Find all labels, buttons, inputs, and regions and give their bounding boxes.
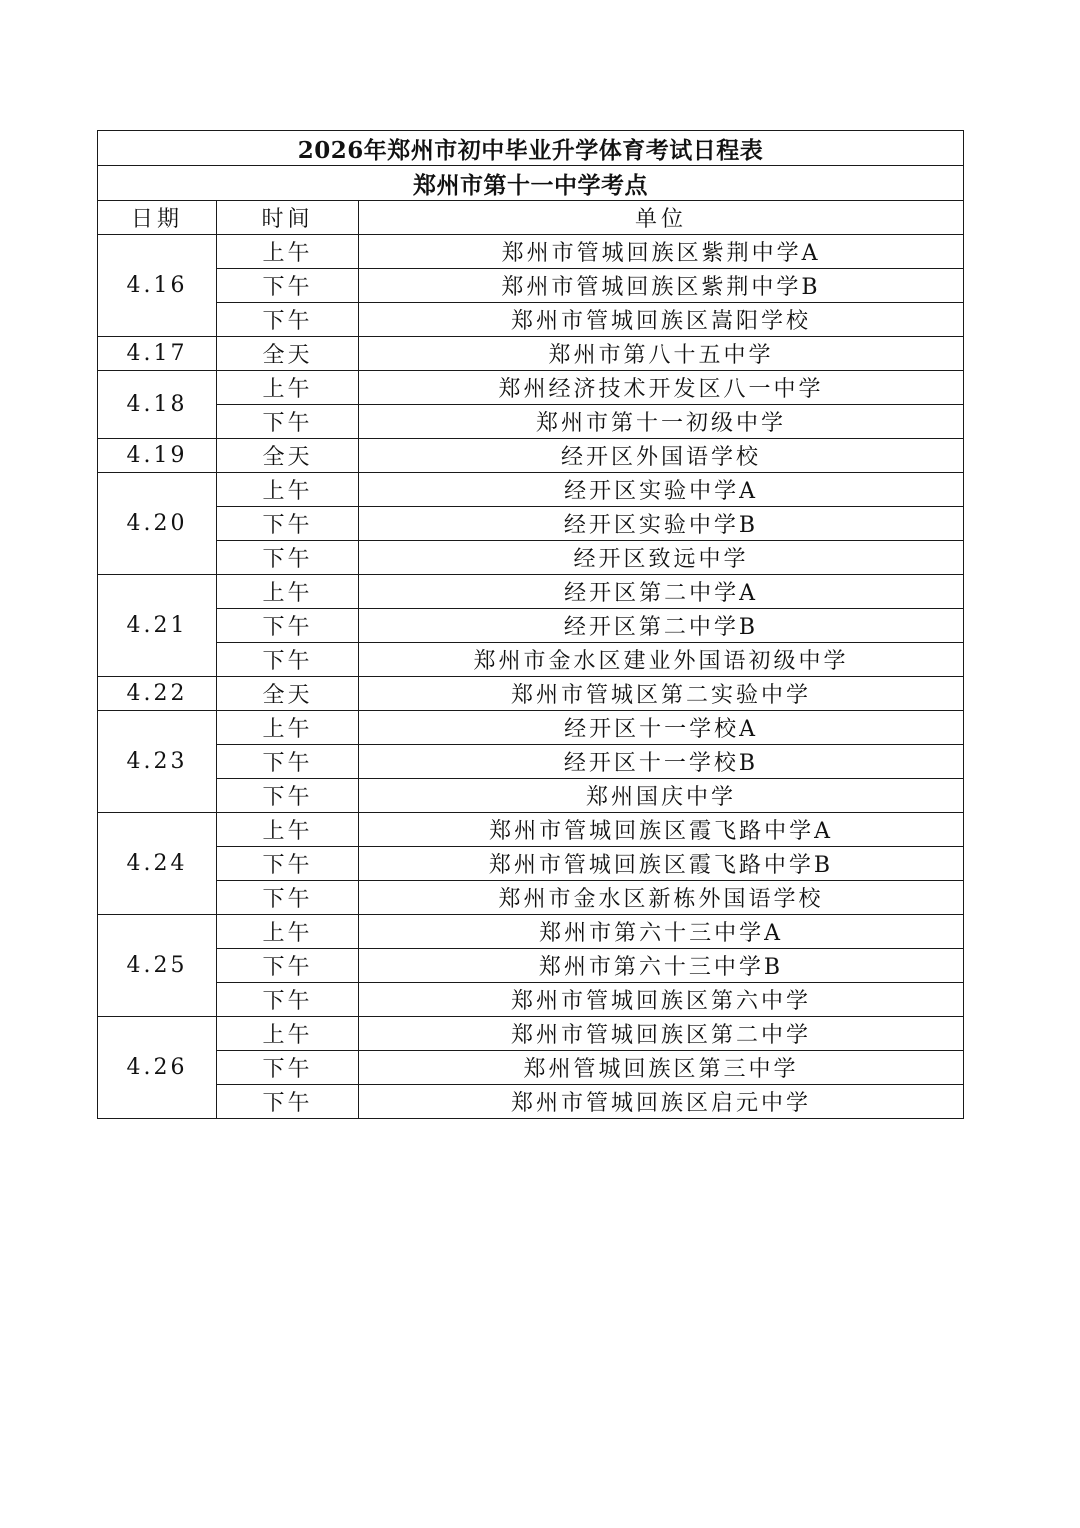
- time-cell: 下午: [217, 881, 359, 915]
- unit-cell: 经开区十一学校B: [359, 745, 964, 779]
- time-cell: 上午: [217, 813, 359, 847]
- table-row: [98, 235, 964, 269]
- table-row: [98, 405, 964, 439]
- schedule-body: [98, 235, 964, 1119]
- subtitle-row: [98, 166, 964, 201]
- date-cell: 4.16: [98, 235, 217, 337]
- column-header-date: 日期: [98, 201, 217, 235]
- time-cell: 下午: [217, 745, 359, 779]
- table-row: [98, 1085, 964, 1119]
- unit-cell: 经开区第二中学A: [359, 575, 964, 609]
- column-header-time: 时间: [217, 201, 359, 235]
- time-cell: 下午: [217, 847, 359, 881]
- time-cell: 下午: [217, 949, 359, 983]
- unit-cell: 郑州市第六十三中学B: [359, 949, 964, 983]
- date-cell: 4.26: [98, 1017, 217, 1119]
- unit-cell: 郑州市管城回族区霞飞路中学A: [359, 813, 964, 847]
- table-row: [98, 337, 964, 371]
- unit-cell: 郑州市管城区第二实验中学: [359, 677, 964, 711]
- time-cell: 上午: [217, 711, 359, 745]
- time-cell: 下午: [217, 1085, 359, 1119]
- table-row: [98, 507, 964, 541]
- schedule-table: [97, 130, 964, 1119]
- time-cell: 全天: [217, 337, 359, 371]
- time-cell: 全天: [217, 439, 359, 473]
- unit-cell: 郑州市金水区新栋外国语学校: [359, 881, 964, 915]
- table-row: [98, 983, 964, 1017]
- time-cell: 下午: [217, 983, 359, 1017]
- title-row: [98, 131, 964, 166]
- time-cell: 上午: [217, 371, 359, 405]
- unit-cell: 经开区外国语学校: [359, 439, 964, 473]
- date-cell: 4.17: [98, 337, 217, 371]
- table-row: [98, 813, 964, 847]
- table-row: [98, 439, 964, 473]
- unit-cell: 郑州市第十一初级中学: [359, 405, 964, 439]
- table-row: [98, 847, 964, 881]
- table-row: [98, 575, 964, 609]
- time-cell: 下午: [217, 541, 359, 575]
- time-cell: 上午: [217, 473, 359, 507]
- time-cell: 上午: [217, 235, 359, 269]
- date-cell: 4.22: [98, 677, 217, 711]
- unit-cell: 经开区致远中学: [359, 541, 964, 575]
- unit-cell: 经开区实验中学A: [359, 473, 964, 507]
- date-cell: 4.23: [98, 711, 217, 813]
- unit-cell: 经开区第二中学B: [359, 609, 964, 643]
- unit-cell: 郑州市管城回族区启元中学: [359, 1085, 964, 1119]
- table-row: [98, 711, 964, 745]
- table-row: [98, 643, 964, 677]
- column-header-row: [98, 201, 964, 235]
- time-cell: 下午: [217, 405, 359, 439]
- table-row: [98, 745, 964, 779]
- table-row: [98, 1017, 964, 1051]
- time-cell: 下午: [217, 507, 359, 541]
- time-cell: 下午: [217, 779, 359, 813]
- unit-cell: 郑州市管城回族区嵩阳学校: [359, 303, 964, 337]
- time-cell: 下午: [217, 1051, 359, 1085]
- table-subtitle: 郑州市第十一中学考点: [98, 166, 964, 201]
- time-cell: 下午: [217, 643, 359, 677]
- unit-cell: 郑州国庆中学: [359, 779, 964, 813]
- table-row: [98, 677, 964, 711]
- unit-cell: 郑州市管城回族区霞飞路中学B: [359, 847, 964, 881]
- table-row: [98, 1051, 964, 1085]
- table-row: [98, 609, 964, 643]
- unit-cell: 经开区实验中学B: [359, 507, 964, 541]
- unit-cell: 郑州市管城回族区第六中学: [359, 983, 964, 1017]
- unit-cell: 郑州市管城回族区第二中学: [359, 1017, 964, 1051]
- unit-cell: 郑州市管城回族区紫荆中学B: [359, 269, 964, 303]
- date-cell: 4.25: [98, 915, 217, 1017]
- date-cell: 4.20: [98, 473, 217, 575]
- time-cell: 上午: [217, 915, 359, 949]
- unit-cell: 郑州市金水区建业外国语初级中学: [359, 643, 964, 677]
- date-cell: 4.21: [98, 575, 217, 677]
- table-row: [98, 541, 964, 575]
- table-row: [98, 269, 964, 303]
- date-cell: 4.18: [98, 371, 217, 439]
- table-row: [98, 881, 964, 915]
- table-title: 2026年郑州市初中毕业升学体育考试日程表: [98, 131, 964, 166]
- unit-cell: 郑州经济技术开发区八一中学: [359, 371, 964, 405]
- unit-cell: 郑州市第六十三中学A: [359, 915, 964, 949]
- date-cell: 4.19: [98, 439, 217, 473]
- time-cell: 下午: [217, 609, 359, 643]
- time-cell: 上午: [217, 575, 359, 609]
- time-cell: 全天: [217, 677, 359, 711]
- table-row: [98, 949, 964, 983]
- date-cell: 4.24: [98, 813, 217, 915]
- time-cell: 下午: [217, 303, 359, 337]
- unit-cell: 经开区十一学校A: [359, 711, 964, 745]
- time-cell: 下午: [217, 269, 359, 303]
- unit-cell: 郑州市管城回族区紫荆中学A: [359, 235, 964, 269]
- table-row: [98, 303, 964, 337]
- column-header-unit: 单位: [359, 201, 964, 235]
- unit-cell: 郑州管城回族区第三中学: [359, 1051, 964, 1085]
- table-row: [98, 779, 964, 813]
- unit-cell: 郑州市第八十五中学: [359, 337, 964, 371]
- table-row: [98, 915, 964, 949]
- time-cell: 上午: [217, 1017, 359, 1051]
- table-row: [98, 371, 964, 405]
- table-row: [98, 473, 964, 507]
